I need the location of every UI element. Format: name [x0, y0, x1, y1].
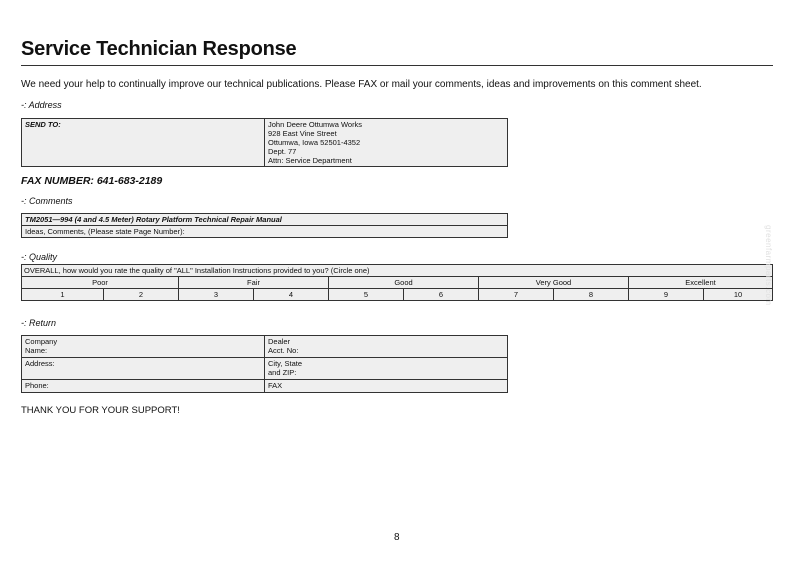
- phone-label: Phone:: [25, 381, 49, 390]
- rating-number[interactable]: 4: [254, 289, 329, 301]
- return-section-label: -: Return: [21, 318, 57, 328]
- rating-good[interactable]: Good: [329, 277, 479, 289]
- quality-table: [21, 264, 773, 301]
- rating-number[interactable]: 6: [404, 289, 479, 301]
- fax-label: FAX: [268, 381, 283, 390]
- company-name-field[interactable]: [22, 336, 265, 358]
- address-section-label: -: Address: [21, 100, 62, 110]
- address-line: John Deere Ottumwa Works: [268, 120, 363, 129]
- rating-number[interactable]: 10: [704, 289, 773, 301]
- title-divider: [21, 65, 773, 66]
- ideas-label: Ideas, Comments, (Please state Page Number):: [22, 226, 508, 238]
- intro-text: We need your help to continually improve our technical publications. Please FAX or mail your comments, ideas and improvements on this comment sheet.: [21, 79, 702, 90]
- rating-number[interactable]: 3: [179, 289, 254, 301]
- manual-title: TM2051—994 (4 and 4.5 Meter) Rotary Platform Technical Repair Manual: [22, 214, 508, 226]
- rating-number[interactable]: 8: [554, 289, 629, 301]
- quality-section-label: -: Quality: [21, 252, 58, 262]
- send-to-address: [265, 119, 508, 167]
- rating-number[interactable]: 7: [479, 289, 554, 301]
- comments-table: [21, 213, 508, 238]
- rating-excellent[interactable]: Excellent: [629, 277, 773, 289]
- address-line: Attn: Service Department: [268, 156, 352, 165]
- fax-number: FAX NUMBER: 641-683-2189: [21, 175, 163, 187]
- rating-fair[interactable]: Fair: [179, 277, 329, 289]
- city-state-zip-label: City, State and ZIP:: [268, 359, 303, 377]
- return-table: [21, 335, 508, 393]
- page-title: Service Technician Response: [21, 38, 297, 60]
- address-table: [21, 118, 508, 167]
- address-line: 928 East Vine Street: [268, 129, 337, 138]
- fax-field[interactable]: [265, 380, 508, 393]
- dealer-acct-label: Dealer Acct. No:: [268, 337, 299, 355]
- rating-number[interactable]: 9: [629, 289, 704, 301]
- address-label: Address:: [25, 359, 55, 368]
- page-number: 8: [394, 532, 400, 543]
- rating-very-good[interactable]: Very Good: [479, 277, 629, 289]
- comments-section-label: -: Comments: [21, 196, 73, 206]
- thank-you-text: THANK YOU FOR YOUR SUPPORT!: [21, 405, 180, 416]
- address-field[interactable]: [22, 358, 265, 380]
- rating-poor[interactable]: Poor: [22, 277, 179, 289]
- rating-number[interactable]: 2: [104, 289, 179, 301]
- address-line: Dept. 77: [268, 147, 297, 156]
- send-to-label: SEND TO:: [22, 119, 265, 167]
- company-name-label: Company Name:: [25, 337, 58, 355]
- dealer-acct-field[interactable]: [265, 336, 508, 358]
- city-state-zip-field[interactable]: [265, 358, 508, 380]
- rating-number[interactable]: 5: [329, 289, 404, 301]
- quality-question: OVERALL, how would you rate the quality of "ALL" Installation Instructions provided to you? (Circle one): [22, 265, 773, 277]
- address-line: Ottumwa, Iowa 52501-4352: [268, 138, 361, 147]
- phone-field[interactable]: [22, 380, 265, 393]
- rating-number[interactable]: 1: [22, 289, 104, 301]
- watermark: greenfarmparts.com: [764, 225, 773, 306]
